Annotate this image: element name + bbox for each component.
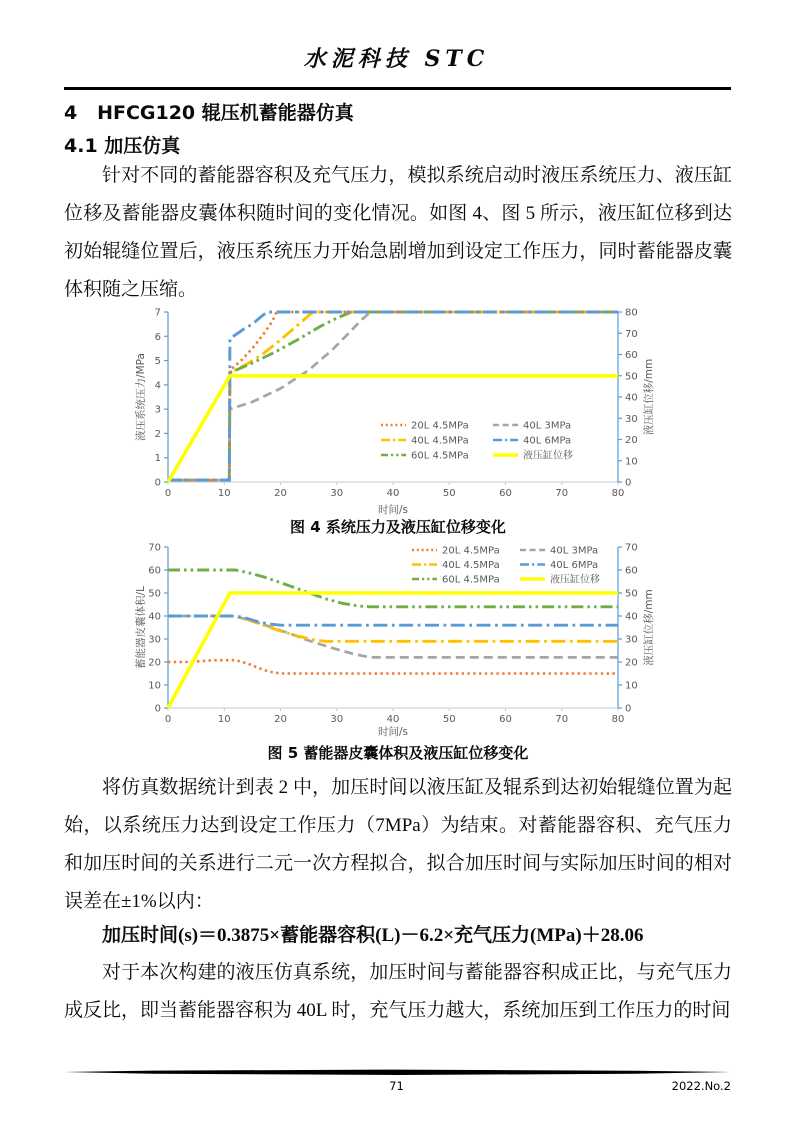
x-tick-label: 40 (386, 714, 400, 725)
x-tick-label: 50 (442, 488, 456, 499)
x-tick-label: 20 (274, 488, 287, 499)
left-tick-label: 1 (154, 453, 161, 465)
left-tick-label: 7 (154, 307, 161, 319)
figure4-caption: 图 4 系统压力及液压缸位移变化 (290, 518, 506, 536)
figure4-chart (128, 304, 673, 516)
left-tick-label: 70 (148, 542, 161, 554)
x-tick-label: 20 (274, 714, 287, 725)
right-tick-label: 0 (625, 703, 632, 715)
paragraph-conclusion: 对于本次构建的液压仿真系统，加压时间与蓄能器容积成正比，与充气压力成反比，即当蓄能器容积为 40L 时，充气压力越大，系统加压到工作压力的时间 (64, 962, 732, 1021)
x-tick-label: 70 (555, 714, 569, 725)
series-line-20L 4.5MPa (168, 660, 618, 673)
x-tick-label: 40 (386, 488, 400, 499)
right-tick-label: 50 (625, 588, 638, 600)
left-tick-label: 5 (154, 356, 161, 368)
x-tick-label: 30 (330, 714, 344, 725)
left-tick-label: 30 (148, 634, 161, 646)
x-tick-label: 70 (555, 488, 569, 499)
header-rule (64, 87, 731, 90)
x-tick-label: 80 (611, 714, 625, 725)
left-tick-label: 10 (148, 680, 161, 692)
right-tick-label: 70 (625, 328, 638, 340)
figure5-chart (128, 540, 673, 738)
right-tick-label: 20 (625, 435, 638, 446)
left-tick-label: 50 (148, 588, 161, 600)
legend-label-40L 6MPa: 40L 6MPa (550, 560, 599, 571)
right-tick-label: 60 (625, 565, 638, 577)
x-tick-label: 80 (611, 488, 625, 499)
x-tick-label: 60 (499, 488, 512, 499)
legend-label-60L 4.5MPa: 60L 4.5MPa (442, 574, 500, 586)
issue-label: 2022.No.2 (671, 1079, 731, 1093)
page-number: 71 (389, 1079, 404, 1093)
x-tick-label: 50 (442, 714, 456, 725)
right-axis-title: 液压缸位移/mm (643, 358, 655, 436)
right-tick-label: 80 (625, 307, 638, 319)
x-axis-title: 时间/s (377, 504, 409, 516)
right-axis-title: 液压缸位移/mm (643, 589, 655, 666)
right-tick-label: 40 (625, 392, 638, 404)
left-tick-label: 40 (148, 611, 161, 623)
series-line-液压缸位移 (168, 593, 618, 708)
series-line-40L 4.5MPa (168, 616, 618, 641)
paragraph-intro: 针对不同的蓄能器容积及充气压力，模拟系统启动时液压系统压力、液压缸位移及蓄能器皮囊体积随时间的变化情况。如图 4、图 5 所示，液压缸位移到达初始辊缝位置后，液压系统压力开始急剧增加到设定工作压力，同时蓄能器皮囊体积随之压缩。 (64, 165, 732, 300)
right-tick-label: 30 (625, 413, 638, 425)
legend-label-40L 4.5MPa: 40L 4.5MPa (411, 435, 469, 447)
legend-label-40L 4.5MPa: 40L 4.5MPa (442, 560, 500, 571)
footer-rule (64, 1069, 731, 1076)
legend-label-20L 4.5MPa: 20L 4.5MPa (411, 420, 469, 432)
left-axis-title: 液压系统压力/MPa (135, 353, 147, 441)
legend-label-60L 4.5MPa: 60L 4.5MPa (411, 450, 469, 462)
left-tick-label: 4 (154, 380, 161, 392)
x-tick-label: 0 (164, 488, 172, 499)
left-tick-label: 3 (154, 404, 161, 416)
right-tick-label: 70 (625, 542, 638, 554)
right-tick-label: 10 (625, 456, 638, 468)
left-axis-title: 蓄能器皮囊体积/L (135, 586, 147, 669)
left-tick-label: 0 (154, 477, 161, 489)
legend-label-40L 3MPa: 40L 3MPa (550, 545, 599, 557)
legend-label-40L 3MPa: 40L 3MPa (523, 420, 572, 432)
left-tick-label: 6 (154, 331, 161, 343)
right-tick-label: 10 (625, 680, 638, 692)
left-tick-label: 20 (148, 657, 161, 669)
series-line-40L 3MPa (168, 616, 618, 657)
legend-label-液压缸位移: 液压缸位移 (523, 450, 573, 462)
x-tick-label: 0 (164, 714, 172, 725)
subsection-heading: 4.1 加压仿真 (64, 135, 181, 157)
right-tick-label: 60 (625, 350, 638, 361)
right-tick-label: 0 (625, 477, 632, 489)
x-tick-label: 60 (499, 714, 512, 725)
journal-header-title: 水泥科技 STC (303, 46, 490, 72)
legend-label-20L 4.5MPa: 20L 4.5MPa (442, 545, 500, 557)
x-tick-label: 10 (217, 488, 231, 499)
figure5-caption: 图 5 蓄能器皮囊体积及液压缸位移变化 (267, 744, 529, 762)
legend-label-40L 6MPa: 40L 6MPa (523, 435, 572, 447)
right-tick-label: 30 (625, 634, 638, 646)
x-axis-title: 时间/s (377, 726, 409, 738)
left-tick-label: 2 (154, 428, 161, 440)
legend-label-液压缸位移: 液压缸位移 (550, 574, 600, 586)
right-tick-label: 20 (625, 657, 638, 669)
series-line-40L 6MPa (168, 616, 618, 625)
x-tick-label: 30 (330, 488, 344, 499)
section-heading: 4 HFCG120 辊压机蓄能器仿真 (64, 102, 354, 124)
right-tick-label: 50 (625, 371, 638, 383)
x-tick-label: 10 (217, 714, 231, 725)
fit-equation: 加压时间(s)＝0.3875×蓄能器容积(L)－6.2×充气压力(MPa)＋28.06 (102, 925, 644, 946)
paragraph-fit-description: 将仿真数据统计到表 2 中，加压时间以液压缸及辊系到达初始辊缝位置为起始，以系统压力达到设定工作压力（7MPa）为结束。对蓄能器容积、充气压力和加压时间的关系进行二元一次方程拟合，拟合加压时间与实际加压时间的相对误差在±1%以内： (64, 777, 732, 912)
left-tick-label: 0 (154, 703, 161, 715)
right-tick-label: 40 (625, 611, 638, 623)
left-tick-label: 60 (148, 565, 161, 577)
